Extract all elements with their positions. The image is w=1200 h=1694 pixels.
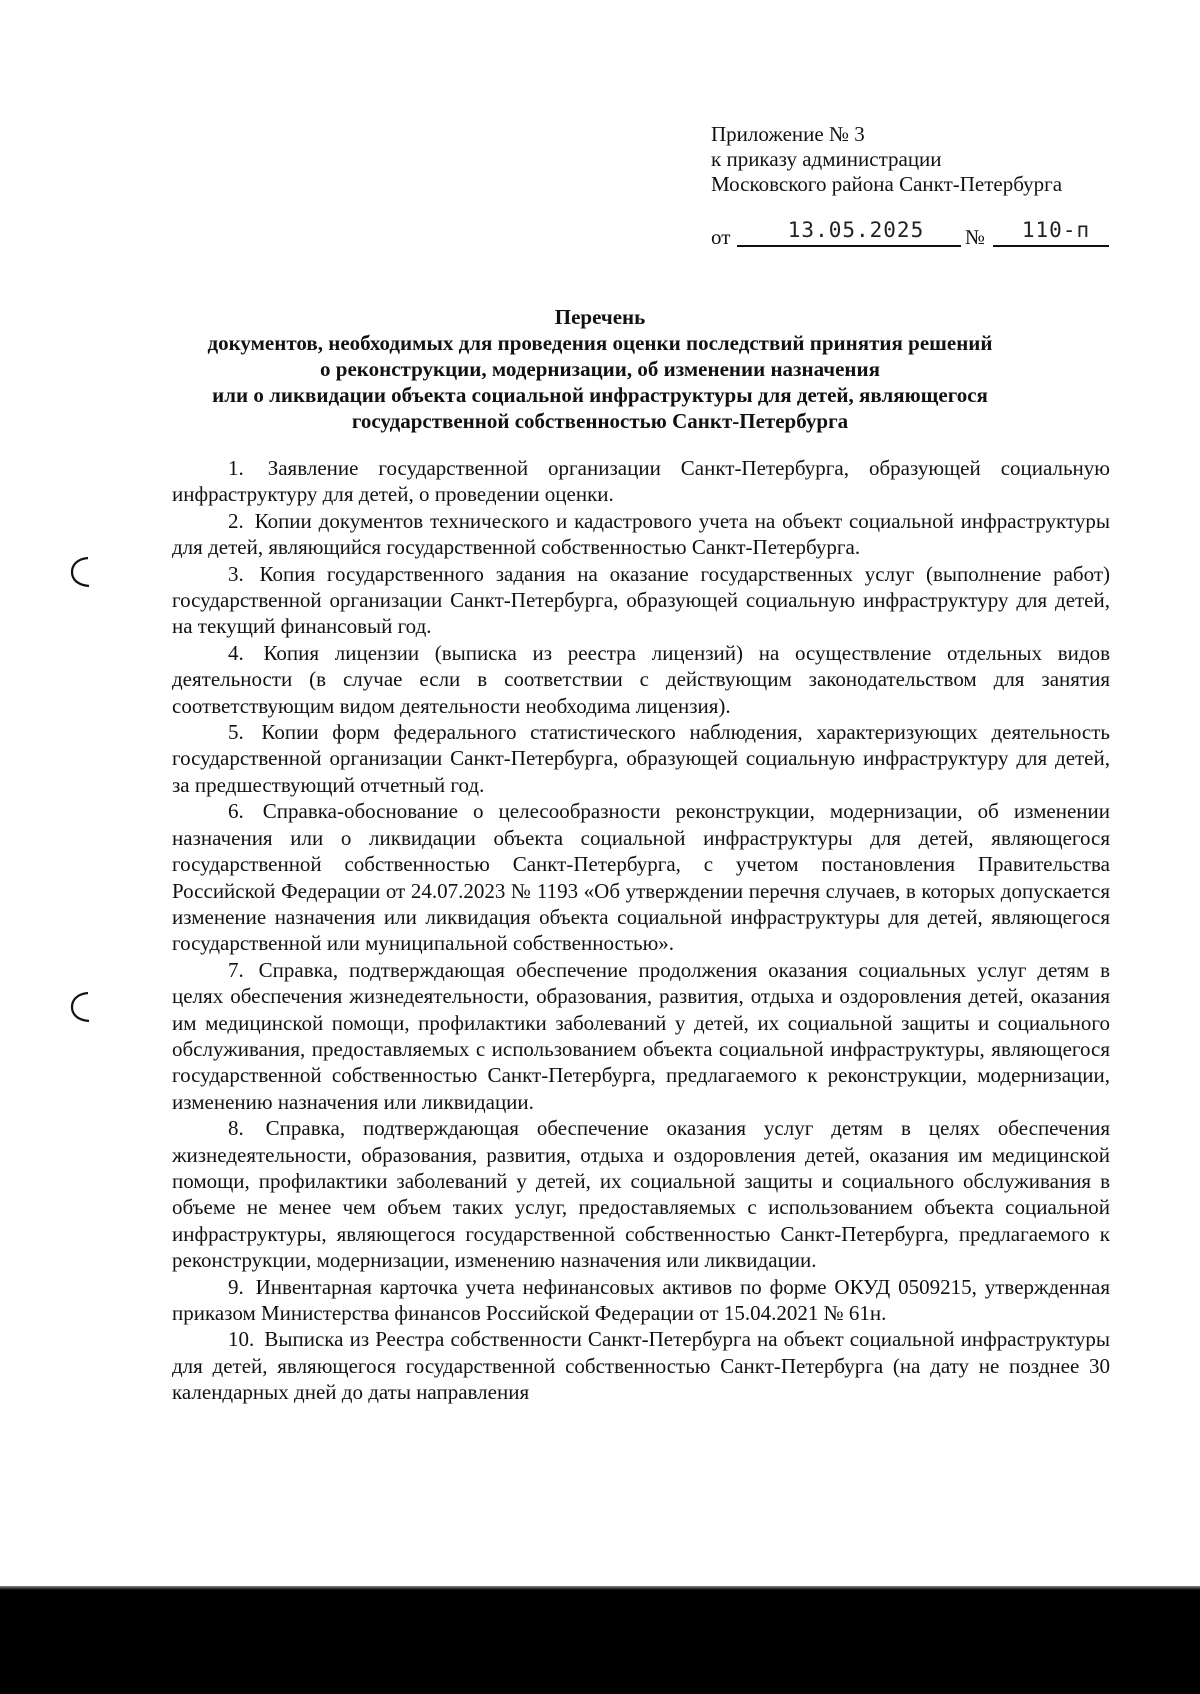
list-item [172, 455, 1110, 508]
order-date-label: от [711, 225, 731, 249]
appendix-line: Московского района Санкт-Петербурга [711, 172, 1063, 196]
list-item [172, 957, 1110, 1115]
item-number: 3. [228, 561, 244, 586]
list-item [172, 1326, 1110, 1405]
document-list [172, 455, 1110, 1406]
punch-hole-mark [68, 555, 94, 589]
item-number: 2. [228, 508, 244, 533]
item-number: 4. [228, 640, 244, 665]
list-item [172, 1274, 1110, 1327]
order-date: 13.05.2025 [787, 218, 925, 242]
order-number-label: № [965, 225, 986, 249]
title-line: государственной собственностью Санкт-Петербурга [351, 409, 849, 433]
list-item [172, 561, 1110, 640]
item-number: 10. [228, 1327, 255, 1352]
list-item [172, 719, 1110, 798]
item-text: Копия лицензии (выписка из реестра лицензий) на осуществление отдельных видов деятельности (в случае если в соответствии с действующим законодательством для занятия соответствующим видом деятельности необходима лицензия). [172, 640, 1111, 718]
title-line: или о ликвидации объекта социальной инфраструктуры для детей, являющегося [212, 383, 988, 407]
list-item [172, 798, 1110, 956]
document-title [150, 304, 1050, 434]
item-text: Заявление государственной организации Санкт-Петербурга, образующей социальную инфраструктуру для детей, о проведении оценки. [172, 456, 1110, 507]
item-text: Выписка из Реестра собственности Санкт-Петербурга на объект социальной инфраструктуры для детей, являющегося государственной собственностью Санкт-Петербурга (на дату не позднее 30 календарных дней до даты направления [172, 1327, 1110, 1405]
punch-hole-mark [68, 990, 94, 1024]
list-item [172, 1115, 1110, 1273]
date-underline [737, 245, 961, 247]
item-text: Копии документов технического и кадастрового учета на объект социальной инфраструктуры для детей, являющийся государственной собственностью Санкт-Петербурга. [172, 508, 1110, 560]
title-line: о реконструкции, модернизации, об изменении назначения [320, 357, 880, 381]
item-text: Копии форм федерального статистического наблюдения, характеризующих деятельность государственной организации Санкт-Петербурга, образующей социальную инфраструктуру для детей, за предшествующий отчетный год. [172, 720, 1111, 797]
item-number: 1. [228, 456, 244, 480]
item-text: Справка, подтверждающая обеспечение продолжения оказания социальных услуг детям в целях обеспечения жизнедеятельности, образования, развития, отдыха и оздоровления детей, оказания им медицинской помощи, профилактики заболеваний у детей, их социальной защиты и социального обслуживания, предоставляемых с использованием объекта социальной инфраструктуры, являющегося государственной собственностью Санкт-Петербурга, предлагаемого к реконструкции, модернизации, изменению назначения или ликвидации. [172, 957, 1110, 1114]
title-heading: Перечень [554, 305, 646, 329]
item-text: Справка, подтверждающая обеспечение оказания услуг детям в целях обеспечения жизнедеятельности, образования, развития, отдыха и оздоровления детей, оказания им медицинской помощи, профилактики заболеваний у детей, их социальной защиты и социального обслуживания в объеме не менее чем объем таких услуг, предоставляемых с использованием объекта социальной инфраструктуры, являющегося государственной собственностью Санкт-Петербурга, предлагаемого к реконструкции, модернизации, изменению назначения или ликвидации. [172, 1116, 1111, 1273]
list-item [172, 508, 1110, 561]
list-item [172, 640, 1110, 719]
appendix-header [711, 122, 1131, 197]
item-number: 7. [228, 957, 244, 982]
item-number: 6. [228, 799, 244, 824]
item-number: 8. [228, 1116, 244, 1141]
appendix-line: к приказу администрации [711, 147, 942, 171]
number-underline [993, 245, 1109, 247]
scanner-border [0, 1590, 1200, 1694]
item-text: Справка-обоснование о целесообразности реконструкции, модернизации, об изменении назначения или о ликвидации объекта социальной инфраструктуры для детей, являющегося государственной собственностью Санкт-Петербурга, с учетом постановления Правительства Российской Федерации от 24.07.2023 № 1193 «Об утверждении перечня случаев, в которых допускается изменение назначения или ликвидация объекта социальной инфраструктуры для детей, являющегося государственной или муниципальной собственностью». [172, 799, 1110, 956]
title-line: документов, необходимых для проведения оценки последствий принятия решений [207, 331, 993, 355]
order-number: 110-п [1021, 218, 1091, 242]
order-reference [711, 218, 1111, 248]
item-text: Инвентарная карточка учета нефинансовых активов по форме ОКУД 0509215, утвержденная приказом Министерства финансов Российской Федерации от 15.04.2021 № 61н. [172, 1274, 1110, 1325]
appendix-line: Приложение № 3 [711, 122, 865, 146]
item-number: 9. [228, 1274, 244, 1299]
item-number: 5. [228, 720, 244, 745]
item-text: Копия государственного задания на оказание государственных услуг (выполнение работ) государственной организации Санкт-Петербурга, образующей социальную инфраструктуру для детей, на текущий финансовый год. [172, 561, 1110, 639]
